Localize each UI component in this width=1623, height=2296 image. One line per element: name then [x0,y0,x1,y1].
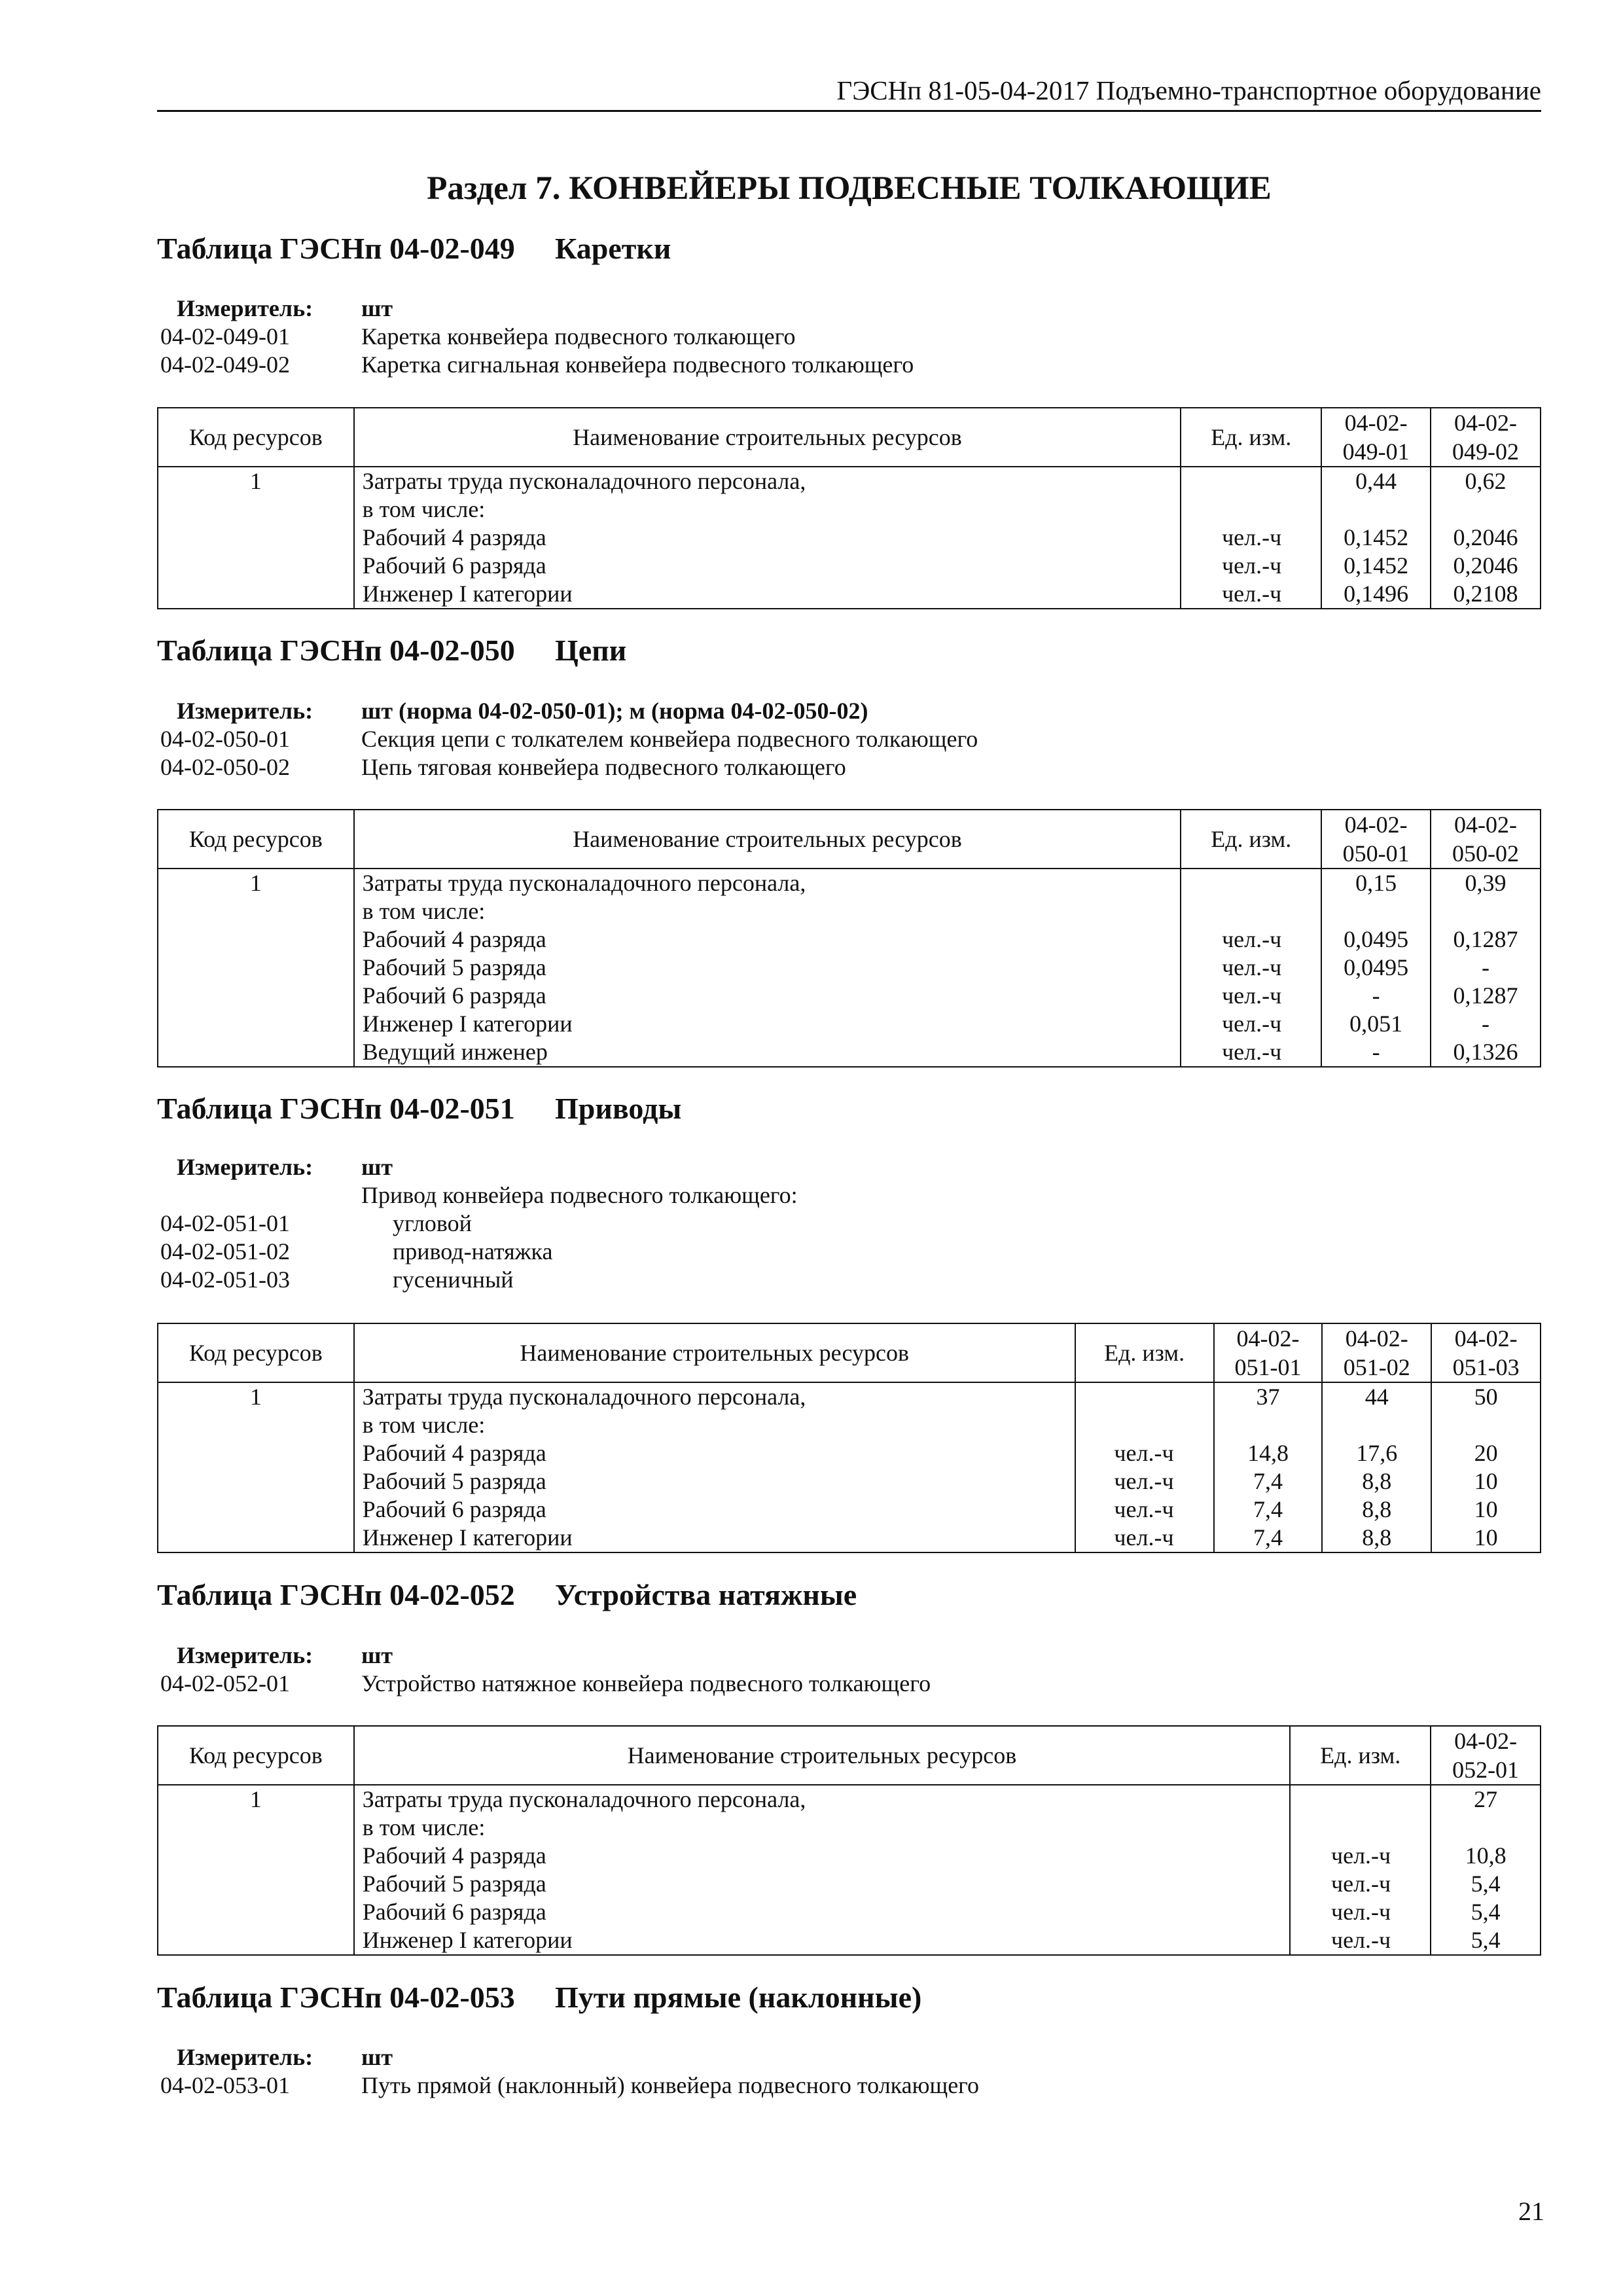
col-code-header: Код ресурсов [158,1726,354,1785]
measure-value: шт [361,2044,393,2070]
col-unit-header: Ед. изм. [1290,1726,1431,1785]
norm-column-header: 04-02- 051-01 [1214,1323,1323,1382]
resource-names: Затраты труда пусконаладочного персонала, в том числе: Рабочий 4 разряда Рабочий 5 разряда Рабочий 6 разряда Инженер I категории [354,1785,1291,1955]
table-heading [157,1574,857,1616]
page-number: 21 [1518,2197,1544,2226]
col-code-header: Код ресурсов [158,408,354,467]
table-row [158,1382,1541,1552]
resource-table [157,1725,1541,1956]
table-row [158,467,1541,609]
table-id: Таблица ГЭСНп 04-02-049 [157,232,515,265]
col-name-header: Наименование строительных ресурсов [354,1323,1075,1382]
measure-value: шт [361,1642,393,1668]
norm-code: 04-02-051-01 [160,1210,290,1236]
col-unit-header: Ед. изм. [1075,1323,1214,1382]
norm-list [157,2043,1541,2100]
table-heading [157,1977,922,2018]
col-code-header: Код ресурсов [158,810,354,869]
table-id: Таблица ГЭСНп 04-02-053 [157,1981,515,2014]
resource-names: Затраты труда пусконаладочного персонала, в том числе: Рабочий 4 разряда Рабочий 5 разряда Рабочий 6 разряда Инженер I категории [354,1382,1075,1552]
norm-desc: гусеничный [393,1266,514,1293]
col-name-header: Наименование строительных ресурсов [354,408,1181,467]
resource-table [157,407,1541,609]
resource-units: чел.-ч чел.-ч чел.-ч чел.-ч чел.-ч [1181,869,1321,1067]
table-name: Пути прямые (наклонные) [555,1981,922,2014]
measure-value: шт (норма 04-02-050-01); м (норма 04-02-050-02) [361,698,868,724]
col-unit-header: Ед. изм. [1181,408,1321,467]
norm-code: 04-02-049-02 [160,351,290,378]
table-name: Устройства натяжные [555,1578,857,1611]
norm-code: 04-02-051-02 [160,1238,290,1265]
table-row [158,869,1541,1067]
norm-desc: Путь прямой (наклонный) конвейера подвесного толкающего [361,2072,980,2098]
norm-list [157,295,1541,379]
resource-code: 1 [158,869,354,1067]
table-header-row [158,408,1541,467]
resource-units: чел.-ч чел.-ч чел.-ч чел.-ч [1075,1382,1214,1552]
norm-values: 0,15 0,0495 0,0495 - 0,051 - [1321,869,1431,1067]
table-heading [157,630,627,672]
measure-label: Измеритель: [177,1642,313,1668]
resource-units: чел.-ч чел.-ч чел.-ч [1181,467,1321,609]
norm-column-header: 04-02- 052-01 [1431,1726,1541,1785]
norm-column-header: 04-02- 049-02 [1431,408,1541,467]
resource-table [157,1323,1541,1553]
table-id: Таблица ГЭСНп 04-02-052 [157,1578,515,1611]
norm-values: 0,44 0,1452 0,1452 0,1496 [1321,467,1431,609]
norm-code: 04-02-050-02 [160,754,290,780]
table-heading [157,228,671,270]
norm-desc: Цепь тяговая конвейера подвесного толкающего [361,754,846,780]
norm-column-header: 04-02- 051-03 [1431,1323,1541,1382]
table-row [158,1785,1541,1955]
norm-column-header: 04-02- 050-01 [1321,810,1431,869]
norm-values: 44 17,6 8,8 8,8 8,8 [1322,1382,1431,1552]
norm-column-header: 04-02- 051-02 [1322,1323,1431,1382]
resource-names: Затраты труда пусконаладочного персонала, в том числе: Рабочий 4 разряда Рабочий 6 разряда Инженер I категории [354,467,1181,609]
measure-label: Измеритель: [177,295,313,321]
norm-desc: Секция цепи с толкателем конвейера подвесного толкающего [361,726,978,752]
col-name-header: Наименование строительных ресурсов [354,810,1181,869]
table-name: Приводы [555,1092,682,1125]
norm-column-header: 04-02- 049-01 [1321,408,1431,467]
col-name-header: Наименование строительных ресурсов [354,1726,1291,1785]
resource-table [157,809,1541,1067]
resource-units: чел.-ч чел.-ч чел.-ч чел.-ч [1290,1785,1431,1955]
table-id: Таблица ГЭСНп 04-02-050 [157,634,515,667]
norm-desc: Каретка сигнальная конвейера подвесного толкающего [361,351,914,378]
col-unit-header: Ед. изм. [1181,810,1321,869]
norm-values: 0,62 0,2046 0,2046 0,2108 [1431,467,1541,609]
norm-values: 50 20 10 10 10 [1431,1382,1541,1552]
measure-value: шт [361,1154,393,1180]
norm-column-header: 04-02- 050-02 [1431,810,1541,869]
measure-label: Измеритель: [177,698,313,724]
col-code-header: Код ресурсов [158,1323,354,1382]
norm-code: 04-02-052-01 [160,1670,290,1696]
resource-code: 1 [158,467,354,609]
table-header-row [158,1323,1541,1382]
norm-values: 27 10,8 5,4 5,4 5,4 [1431,1785,1541,1955]
section-title: Раздел 7. КОНВЕЙЕРЫ ПОДВЕСНЫЕ ТОЛКАЮЩИЕ [427,170,1272,207]
table-header-row [158,1726,1541,1785]
table-name: Цепи [555,634,627,667]
norm-group: Привод конвейера подвесного толкающего: [361,1182,798,1208]
measure-label: Измеритель: [177,1154,313,1180]
norm-desc: Устройство натяжное конвейера подвесного толкающего [361,1670,931,1696]
table-id: Таблица ГЭСНп 04-02-051 [157,1092,515,1125]
table-name: Каретки [555,232,671,265]
resource-names: Затраты труда пусконаладочного персонала, в том числе: Рабочий 4 разряда Рабочий 5 разряда Рабочий 6 разряда Инженер I категории Ведущий инженер [354,869,1181,1067]
norm-values: 0,39 0,1287 - 0,1287 - 0,1326 [1431,869,1541,1067]
norm-list [157,1153,1541,1294]
norm-code: 04-02-050-01 [160,726,290,752]
norm-code: 04-02-049-01 [160,323,290,350]
norm-list [157,1641,1541,1698]
norm-code: 04-02-051-03 [160,1266,290,1293]
norm-list [157,697,1541,781]
resource-code: 1 [158,1785,354,1955]
norm-code: 04-02-053-01 [160,2072,290,2098]
table-heading [157,1088,682,1130]
table-header-row [158,810,1541,869]
norm-desc: угловой [393,1210,472,1236]
norm-desc: Каретка конвейера подвесного толкающего [361,323,796,350]
running-header: ГЭСНп 81-05-04-2017 Подъемно-транспортное оборудование [157,71,1541,112]
measure-value: шт [361,295,393,321]
measure-label: Измеритель: [177,2044,313,2070]
norm-desc: привод-натяжка [393,1238,553,1265]
norm-values: 37 14,8 7,4 7,4 7,4 [1214,1382,1323,1552]
resource-code: 1 [158,1382,354,1552]
